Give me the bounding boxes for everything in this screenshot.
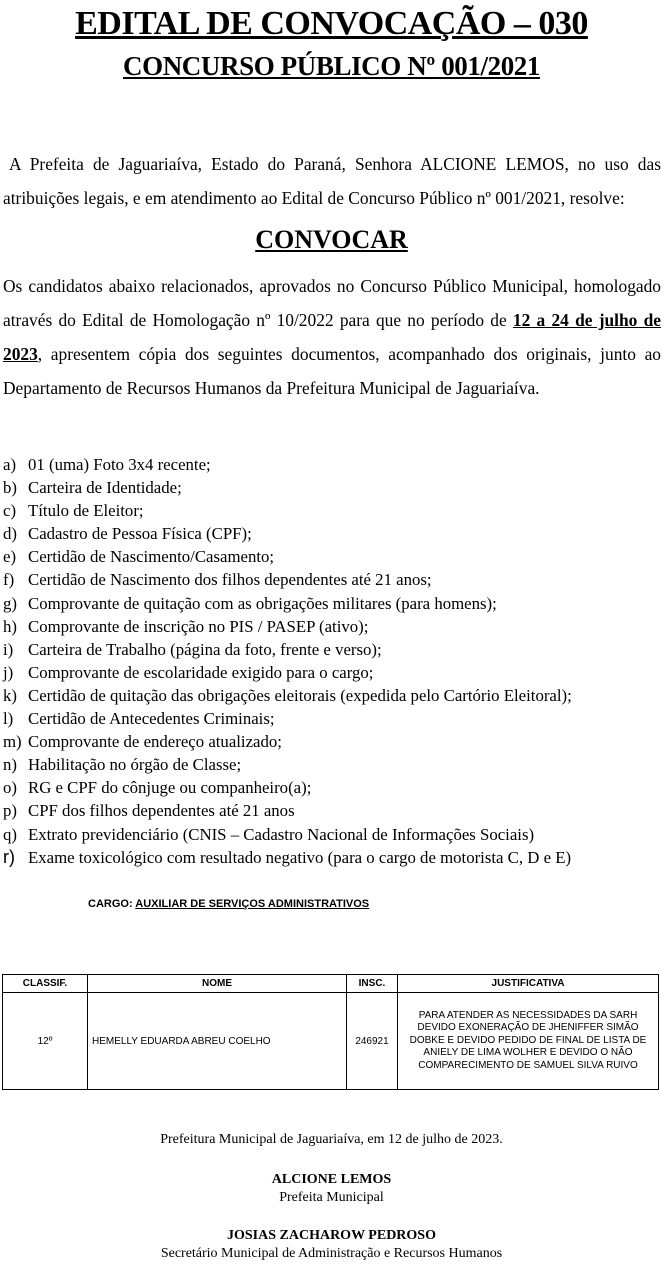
list-item [3, 638, 661, 661]
list-item-text: Certidão de quitação das obrigações eleitorais (expedida pelo Cartório Eleitoral); [28, 685, 572, 705]
list-item-text: Comprovante de inscrição no PIS / PASEP (ativo); [28, 616, 369, 636]
list-item-letter: l) [3, 709, 14, 729]
table-row [3, 993, 659, 1090]
cell-nome: HEMELLY EDUARDA ABREU COELHO [88, 993, 347, 1090]
header-nome: NOME [88, 975, 347, 993]
list-item [3, 776, 661, 799]
list-item [3, 522, 661, 545]
list-item-letter: r) [3, 846, 15, 867]
list-item-letter: e) [3, 547, 17, 567]
list-item-text: Carteira de Identidade; [28, 478, 182, 498]
signer2-role: Secretário Municipal de Administração e Recursos Humanos [160, 1246, 503, 1261]
justificativa-line: DOBKE E DEVIDO PEDIDO DE FINAL DE LISTA DE [409, 1034, 647, 1046]
list-item-text: 01 (uma) Foto 3x4 recente; [28, 455, 211, 474]
list-item-text: Certidão de Antecedentes Criminais; [28, 709, 275, 729]
list-item [3, 823, 661, 846]
convocar-heading: CONVOCAR [255, 225, 408, 254]
list-item-text: Habilitação no órgão de Classe; [28, 755, 242, 775]
justificativa-line: PARA ATENDER AS NECESSIDADES DA SARH [418, 1009, 638, 1021]
list-item-letter: f) [3, 570, 15, 590]
place-date: Prefeitura Municipal de Jaguariaíva, em 12 de julho de 2023. [160, 1132, 503, 1147]
list-item-letter: q) [3, 824, 17, 844]
list-item [3, 476, 661, 499]
results-table [2, 974, 659, 1090]
list-item [3, 661, 661, 684]
list-item-text: Cadastro de Pessoa Física (CPF); [28, 524, 252, 544]
table-body [3, 993, 659, 1090]
list-item-letter: p) [3, 801, 17, 821]
list-item [3, 753, 661, 776]
list-item-letter: k) [3, 685, 17, 705]
cargo-line [88, 898, 369, 910]
signer1-name: ALCIONE LEMOS [271, 1172, 392, 1187]
list-item-letter: g) [3, 593, 17, 613]
period-highlight: 12 a 24 de julho de 2023 [3, 310, 661, 364]
cell-insc: 246921 [347, 993, 398, 1090]
list-item-text: CPF dos filhos dependentes até 21 anos [28, 801, 295, 821]
list-item-letter: j) [3, 662, 14, 682]
list-item-letter: c) [3, 501, 17, 521]
intro-paragraph: A Prefeita de Jaguariaíva, Estado do Paraná, Senhora ALCIONE LEMOS, no uso das atribuições legais, e em atendimento ao Edital de Concurso Público nº 001/2021, resolve: [3, 154, 661, 208]
list-item-letter: b) [3, 478, 17, 498]
list-item [3, 707, 661, 730]
list-item [3, 453, 661, 476]
list-item-text: Certidão de Nascimento dos filhos dependentes até 21 anos; [28, 570, 432, 590]
cell-justificativa [398, 993, 659, 1090]
list-item [3, 568, 661, 591]
table-header-row [3, 975, 659, 993]
list-item [3, 592, 661, 615]
header-insc: INSC. [347, 975, 398, 993]
header-classif: CLASSIF. [3, 975, 88, 993]
list-item-text: Exame toxicológico com resultado negativo (para o cargo de motorista C, D e E) [28, 847, 572, 867]
list-item-text: Certidão de Nascimento/Casamento; [28, 547, 275, 567]
header-justificativa: JUSTIFICATIVA [398, 975, 659, 993]
justificativa-line: ANIELY DE LIMA WOLHER E DEVIDO O NÃO [423, 1047, 633, 1059]
cargo-value: AUXILIAR DE SERVIÇOS ADMINISTRATIVOS [135, 898, 370, 910]
list-item-letter: d) [3, 524, 17, 544]
list-item-text: RG e CPF do cônjuge ou companheiro(a); [28, 778, 312, 798]
body-paragraph [3, 269, 661, 405]
list-item-letter: n) [3, 755, 17, 775]
list-item-letter: m) [3, 732, 22, 752]
list-item [3, 615, 661, 638]
list-item [3, 545, 661, 568]
list-item-text: Comprovante de quitação com as obrigações militares (para homens); [28, 593, 497, 613]
list-item-letter: h) [3, 616, 17, 636]
list-item-text: Extrato previdenciário (CNIS – Cadastro Nacional de Informações Sociais) [28, 824, 535, 844]
justificativa-line: COMPARECIMENTO DE SAMUEL SILVA RUIVO [418, 1059, 638, 1071]
cell-classif: 12º [3, 993, 88, 1090]
list-item [3, 730, 661, 753]
body-text-part1: Os candidatos abaixo relacionados, aprovados no Concurso Público Municipal, homologado através do Edital de Homologação nº 10/2022 para que no período de [3, 276, 661, 330]
signer1-role: Prefeita Municipal [279, 1190, 384, 1205]
document-subtitle: CONCURSO PÚBLICO Nº 001/2021 [123, 51, 540, 81]
list-item [3, 799, 661, 822]
cargo-label: CARGO: [88, 898, 136, 910]
document-title: EDITAL DE CONVOCAÇÃO – 030 [75, 5, 588, 42]
list-item-text: Título de Eleitor; [28, 501, 144, 521]
list-item [3, 846, 661, 869]
list-item-letter: o) [3, 778, 17, 798]
justificativa-line: DEVIDO EXONERAÇÃO DE JHENIFFER SIMÃO [417, 1022, 639, 1034]
list-item [3, 499, 661, 522]
list-item-text: Comprovante de endereço atualizado; [28, 732, 282, 752]
list-item [3, 684, 661, 707]
body-text-part2: , apresentem cópia dos seguintes documentos, acompanhado dos originais, junto ao Departamento de Recursos Humanos da Prefeitura Municipal de Jaguariaíva. [3, 344, 661, 398]
list-item-letter: i) [3, 639, 14, 659]
signer2-name: JOSIAS ZACHAROW PEDROSO [226, 1228, 436, 1243]
list-item-text: Carteira de Trabalho (página da foto, frente e verso); [28, 639, 382, 659]
list-item-text: Comprovante de escolaridade exigido para o cargo; [28, 662, 374, 682]
list-item-letter: a) [3, 455, 17, 474]
documents-list [3, 453, 661, 869]
